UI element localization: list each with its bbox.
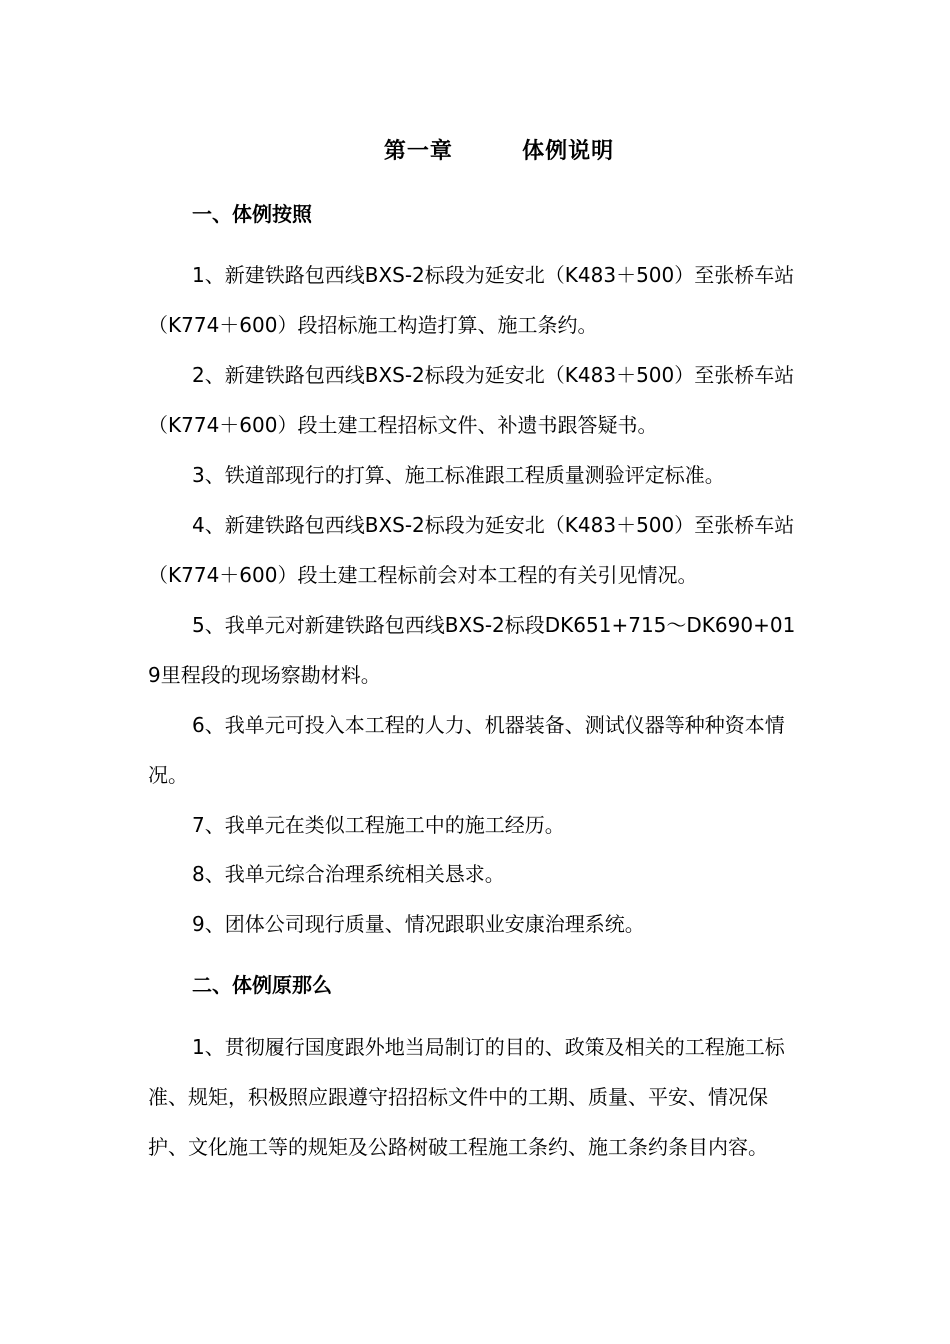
basis-item-4: 4、新建铁路包西线BXS-2标段为延安北（K483＋500）至张桥车站（K774＋600）段土建工程标前会对本工程的有关引见情况。 (148, 513, 795, 587)
section-heading-principles: 二、体例原那么 (192, 973, 332, 997)
basis-item-2: 2、新建铁路包西线BXS-2标段为延安北（K483＋500）至张桥车站（K774＋600）段土建工程招标文件、补遗书跟答疑书。 (148, 363, 795, 437)
basis-item-5: 5、我单元对新建铁路包西线BXS-2标段DK651+715～DK690+019里程段的现场察勘材料。 (148, 613, 796, 687)
section-heading-basis: 一、体例按照 (192, 202, 312, 226)
chapter-title: 第一章 体例说明 (383, 139, 615, 164)
basis-item-1: 1、新建铁路包西线BXS-2标段为延安北（K483＋500）至张桥车站（K774＋600）段招标施工构造打算、施工条约。 (148, 263, 795, 337)
basis-item-3: 3、铁道部现行的打算、施工标准跟工程质量测验评定标准。 (192, 463, 725, 487)
basis-item-7: 7、我单元在类似工程施工中的施工经历。 (192, 813, 565, 837)
basis-item-6: 6、我单元可投入本工程的人力、机器装备、测试仪器等种种资本情况。 (148, 713, 785, 787)
basis-item-9: 9、团体公司现行质量、情况跟职业安康治理系统。 (192, 912, 645, 936)
basis-item-8: 8、我单元综合治理系统相关恳求。 (192, 862, 505, 886)
principles-item-1: 1、贯彻履行国度跟外地当局制订的目的、政策及相关的工程施工标准、规矩，积极照应跟遵守招招标文件中的工期、质量、平安、情况保护、文化施工等的规矩及公路树破工程施工条约、施工条约条目内容。 (148, 1035, 785, 1159)
